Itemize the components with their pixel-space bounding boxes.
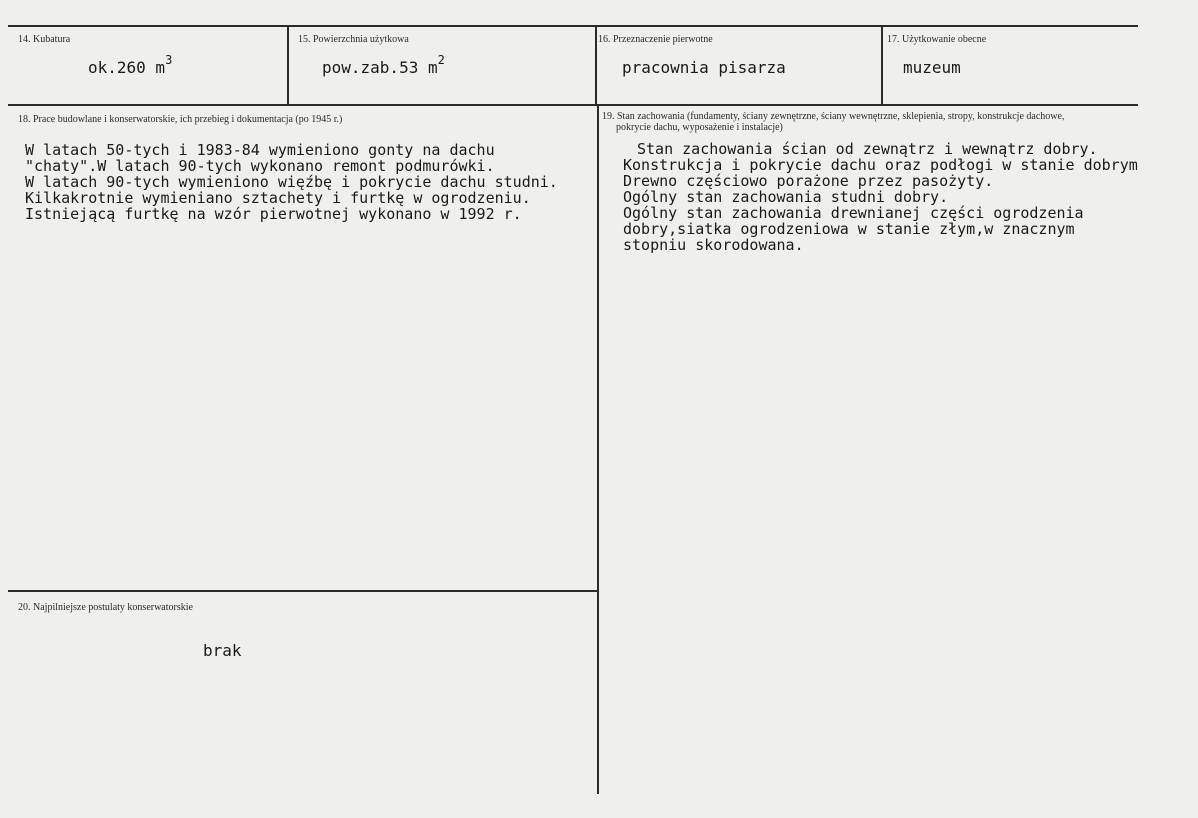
- field-20-value: brak: [203, 641, 242, 660]
- field-19-label-line2: pokrycie dachu, wyposażenie i instalacje): [616, 122, 783, 133]
- row2-bottom-rule: [8, 590, 598, 592]
- field-14-value: [88, 53, 173, 77]
- field-15-value: [322, 53, 445, 77]
- top-rule: [8, 25, 1138, 27]
- divider-15-16: [595, 25, 597, 105]
- field-18-label: 18. Prace budowlane i konserwatorskie, ich przebieg i dokumentacja (po 1945 r.): [18, 114, 343, 125]
- field-14-value-exponent: 3: [165, 53, 173, 67]
- divider-18-19: [597, 104, 599, 794]
- row1-bottom-rule: [8, 104, 1138, 106]
- field-19-line: Drewno częściowo porażone przez pasożyty.: [623, 172, 994, 190]
- field-19-line: Stan zachowania ścian od zewnątrz i wewnątrz dobry.: [637, 140, 1098, 158]
- field-15-label: 15. Powierzchnia użytkowa: [298, 34, 409, 45]
- field-14-label: 14. Kubatura: [18, 34, 71, 45]
- field-16-value: pracownia pisarza: [622, 58, 786, 77]
- field-17-label: 17. Użytkowanie obecne: [887, 34, 987, 45]
- field-19-line: Ogólny stan zachowania studni dobry.: [623, 188, 949, 206]
- field-17-value: muzeum: [903, 58, 961, 77]
- field-18-line: W latach 50-tych i 1983-84 wymieniono gonty na dachu: [25, 141, 495, 159]
- field-15-value-exponent: 2: [437, 53, 445, 67]
- field-19-line: Ogólny stan zachowania drewnianej części ogrodzenia: [623, 204, 1084, 222]
- field-19-label-line1: 19. Stan zachowania (fundamenty, ściany zewnętrzne, ściany wewnętrzne, sklepienia, stropy, konstrukcje dachowe,: [602, 111, 1065, 122]
- field-19-line: Konstrukcja i pokrycie dachu oraz podłogi w stanie dobrym: [623, 156, 1138, 174]
- divider-14-15: [287, 25, 289, 105]
- field-18-line: "chaty".W latach 90-tych wykonano remont podmurówki.: [25, 157, 495, 175]
- field-19-line: stopniu skorodowana.: [623, 236, 804, 254]
- field-14-value-text: ok.260 m: [88, 58, 166, 77]
- field-20-label: 20. Najpilniejsze postulaty konserwatorskie: [18, 602, 193, 613]
- field-18-line: Kilkakrotnie wymieniano sztachety i furtkę w ogrodzeniu.: [25, 189, 531, 207]
- field-18-line: Istniejącą furtkę na wzór pierwotnej wykonano w 1992 r.: [25, 205, 522, 223]
- field-19-line: dobry,siatka ogrodzeniowa w stanie złym,w znacznym: [623, 220, 1075, 238]
- field-16-label: 16. Przeznaczenie pierwotne: [598, 34, 713, 45]
- field-18-line: W latach 90-tych wymieniono więźbę i pokrycie dachu studni.: [25, 173, 558, 191]
- field-15-value-text: pow.zab.53 m: [322, 58, 438, 77]
- divider-16-17: [881, 25, 883, 105]
